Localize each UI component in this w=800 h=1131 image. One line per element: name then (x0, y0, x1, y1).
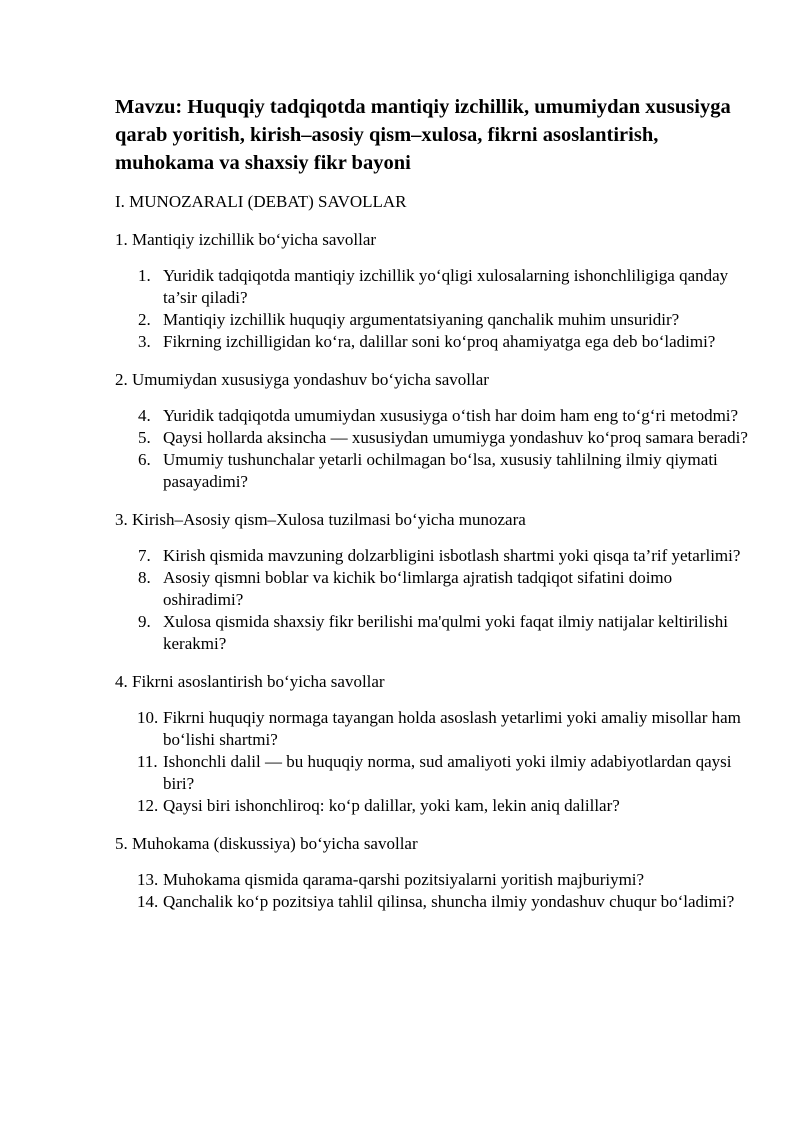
question-number: 3. (138, 332, 151, 351)
question-item (115, 869, 755, 891)
question-number: 10. (137, 708, 159, 727)
question-list (115, 405, 755, 493)
question-number: 2. (138, 310, 151, 329)
question-item (115, 405, 755, 427)
question-item (115, 795, 755, 817)
question-item (115, 449, 755, 493)
question-number: 8. (138, 568, 151, 587)
question-item (115, 891, 755, 913)
question-text: Qanchalik ko‘p pozitsiya tahlil qilinsa, shuncha ilmiy yondashuv chuqur bo‘ladimi? (163, 892, 735, 911)
question-text: Fikrning izchilligidan ko‘ra, dalillar soni ko‘proq ahamiyatga ega deb bo‘ladimi? (163, 332, 716, 351)
question-item (115, 331, 755, 353)
question-number: 11. (137, 752, 158, 771)
question-text: Fikrni huquqiy normaga tayangan holda asoslash yetarlimi yoki amaliy misollar ham bo‘lishi shartmi? (163, 708, 741, 749)
question-number: 9. (138, 612, 151, 631)
question-text: Qaysi hollarda aksincha — xususiydan umumiyga yondashuv ko‘proq samara beradi? (163, 428, 748, 447)
question-number: 4. (138, 406, 151, 425)
question-text: Asosiy qismni boblar va kichik bo‘limlarga ajratish tadqiqot sifatini doimo oshiradimi? (163, 568, 673, 609)
section-heading: 4. Fikrni asoslantirish bo‘yicha savollar (115, 672, 385, 691)
question-list (115, 707, 755, 817)
question-number: 6. (138, 450, 151, 469)
question-list (115, 869, 755, 913)
question-text: Mantiqiy izchillik huquqiy argumentatsiyaning qanchalik muhim unsuridir? (163, 310, 680, 329)
part-heading: I. MUNOZARALI (DEBAT) SAVOLLAR (115, 192, 407, 211)
question-item (115, 309, 755, 331)
question-text: Kirish qismida mavzuning dolzarbligini isbotlash shartmi yoki qisqa ta’rif yetarlimi? (163, 546, 741, 565)
question-section (115, 229, 755, 353)
section-heading: 3. Kirish–Asosiy qism–Xulosa tuzilmasi bo‘yicha munozara (115, 510, 526, 529)
question-item (115, 751, 755, 795)
question-text: Umumiy tushunchalar yetarli ochilmagan bo‘lsa, xususiy tahlilning ilmiy qiymati pasayadimi? (163, 450, 718, 491)
section-heading: 1. Mantiqiy izchillik bo‘yicha savollar (115, 230, 377, 249)
question-number: 14. (137, 892, 159, 911)
sections-container (115, 229, 755, 913)
question-number: 5. (138, 428, 151, 447)
question-number: 13. (137, 870, 159, 889)
question-section (115, 509, 755, 655)
question-number: 12. (137, 796, 159, 815)
question-item (115, 611, 755, 655)
question-text: Xulosa qismida shaxsiy fikr berilishi ma'qulmi yoki faqat ilmiy natijalar keltirilishi kerakmi? (163, 612, 728, 653)
question-text: Ishonchli dalil — bu huquqiy norma, sud amaliyoti yoki ilmiy adabiyotlardan qaysi biri? (163, 752, 732, 793)
document-title: Mavzu: Huquqiy tadqiqotda mantiqiy izchillik, umumiydan xususiyga qarab yoritish, kirish–asosiy qism–xulosa, fikrni asoslantirish, muhokama va shaxsiy fikr bayoni (115, 96, 731, 174)
section-heading: 5. Muhokama (diskussiya) bo‘yicha savollar (115, 834, 418, 853)
document-page (115, 93, 755, 929)
question-text: Qaysi biri ishonchliroq: ko‘p dalillar, yoki kam, lekin aniq dalillar? (163, 796, 620, 815)
question-item (115, 265, 755, 309)
question-item (115, 707, 755, 751)
question-text: Yuridik tadqiqotda mantiqiy izchillik yo‘qligi xulosalarning ishonchliligiga qanday ta’sir qiladi? (163, 266, 729, 307)
question-list (115, 265, 755, 353)
question-text: Yuridik tadqiqotda umumiydan xususiyga o‘tish har doim ham eng to‘g‘ri metodmi? (163, 406, 739, 425)
section-heading: 2. Umumiydan xususiyga yondashuv bo‘yicha savollar (115, 370, 489, 389)
question-number: 1. (138, 266, 151, 285)
question-text: Muhokama qismida qarama-qarshi pozitsiyalarni yoritish majburiymi? (163, 870, 645, 889)
question-item (115, 427, 755, 449)
question-section (115, 671, 755, 817)
question-section (115, 369, 755, 493)
question-section (115, 833, 755, 913)
question-number: 7. (138, 546, 151, 565)
question-item (115, 567, 755, 611)
question-list (115, 545, 755, 655)
question-item (115, 545, 755, 567)
